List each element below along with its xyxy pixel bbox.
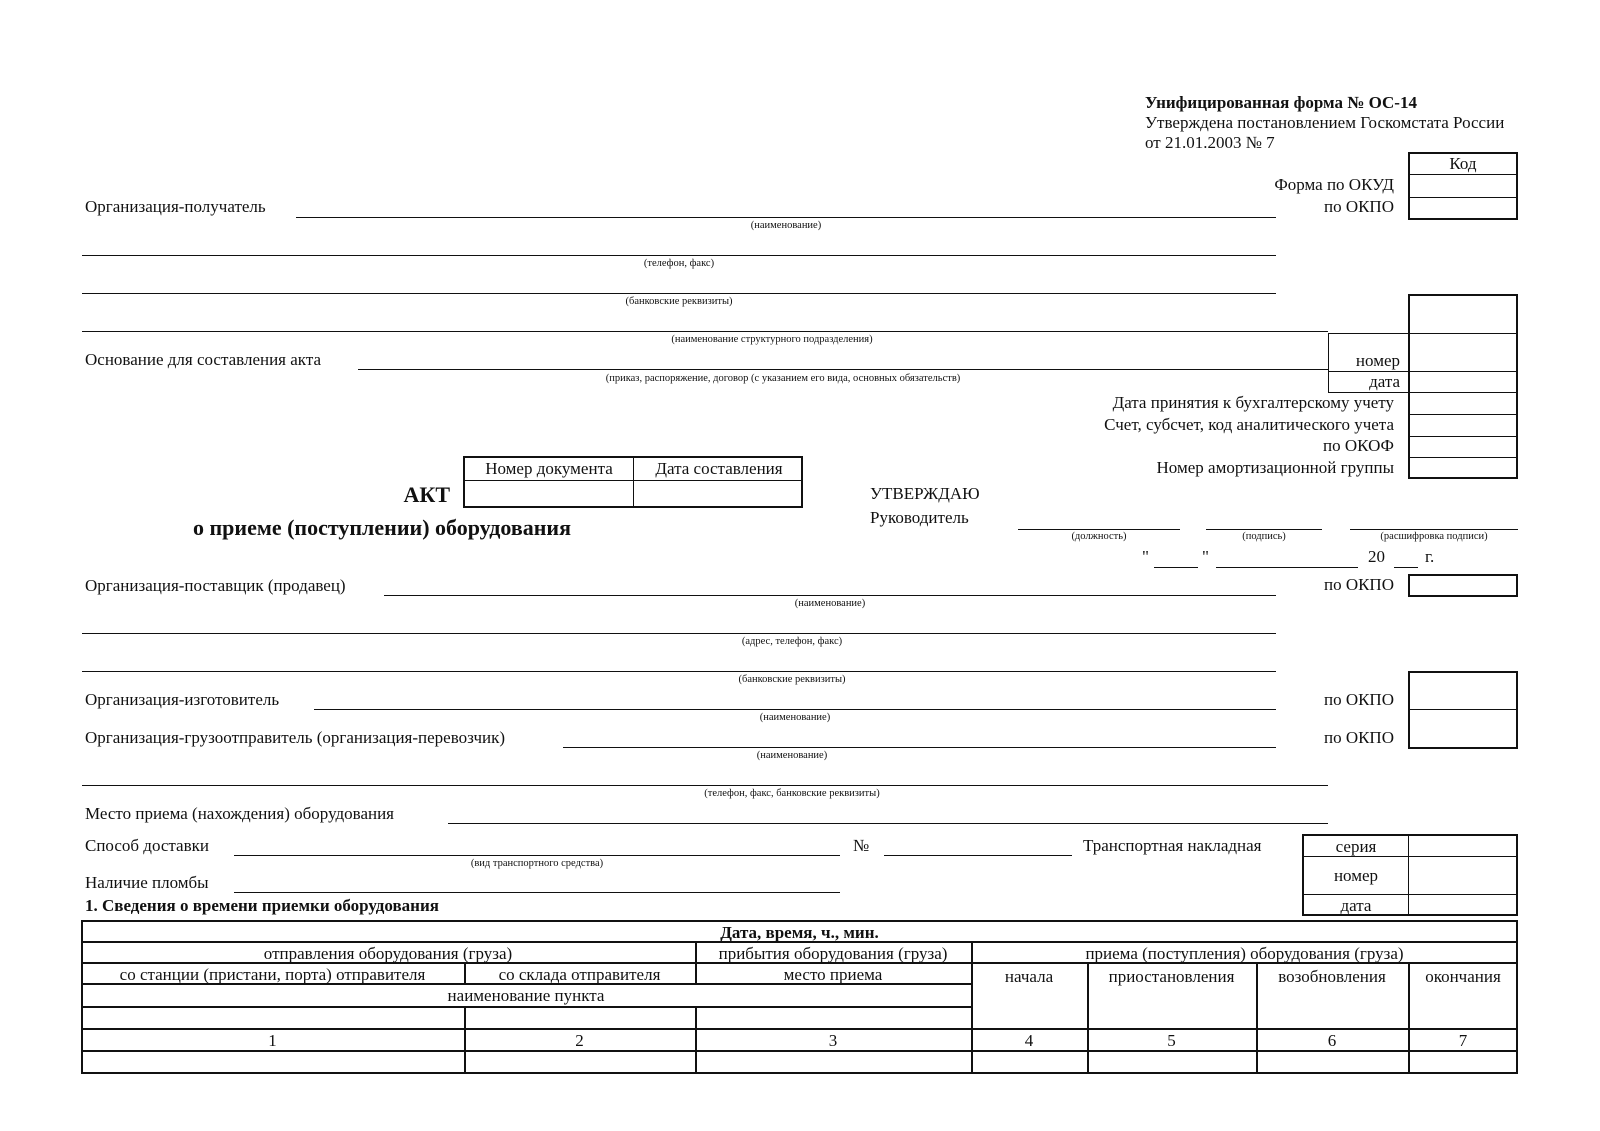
okof-label: по ОКОФ [1323,436,1394,455]
month-line[interactable] [1216,567,1358,568]
okpo-label-recipient: по ОКПО [1323,197,1394,216]
table-col-number: 5 [1167,1031,1176,1050]
approve-label: УТВЕРЖДАЮ [870,484,980,503]
table-resumption-header: возобновления [1278,967,1386,986]
code-row-line [1408,197,1518,198]
table-from-station-header: со станции (пристани, порта) отправителя [119,965,426,984]
signature-line[interactable] [1206,529,1322,530]
table-point-name-header: наименование пункта [447,986,605,1005]
basis-hint: (приказ, распоряжение, договор (с указанием его вида, основных обязательств) [605,373,961,384]
supplier-name-line[interactable] [384,595,1276,596]
delivery-label: Способ доставки [85,836,209,855]
table-place-of-receipt-header: место приема [783,965,883,984]
shipper-contacts-line[interactable] [82,785,1328,786]
table-from-warehouse-header: со склада отправителя [498,965,661,984]
okud-label: Форма по ОКУД [1274,175,1394,194]
act-title: АКТ [403,482,450,507]
doc-number-cell[interactable] [466,483,631,505]
table-suspension-header: приостановления [1108,967,1235,986]
quote-open: " [1142,547,1149,566]
section1-title: 1. Сведения о времени приемки оборудования [85,896,439,915]
table-line [81,1006,971,1008]
code-row-line [1328,371,1518,372]
table-col-number: 6 [1327,1031,1337,1050]
waybill-number-label: номер [1333,866,1379,885]
table-main-header: Дата, время, ч., мин. [720,923,879,942]
table-data-cell-1[interactable] [83,1052,463,1072]
recipient-unit-hint: (наименование структурного подразделения) [671,334,873,345]
year-suffix: г. [1425,547,1435,566]
table-data-cell-4[interactable] [973,1052,1086,1072]
okpo-label-supplier: по ОКПО [1323,575,1394,594]
doc-date-cell[interactable] [636,483,801,505]
quote-close: " [1202,547,1209,566]
head-label: Руководитель [870,508,969,527]
code-row-line [1408,174,1518,175]
table-col-number: 4 [1024,1031,1034,1050]
seal-line[interactable] [234,892,840,893]
supplier-address-line[interactable] [82,633,1276,634]
recipient-label: Организация-получатель [85,197,266,216]
date-accepted-label: Дата принятия к бухгалтерскому учету [1112,393,1394,412]
position-line[interactable] [1018,529,1180,530]
table-data-cell-5[interactable] [1089,1052,1255,1072]
table-data-cell-2[interactable] [466,1052,694,1072]
table-arrival-header: прибытия оборудования (груза) [718,944,948,963]
okpo-box-manufacturer-shipper[interactable] [1408,671,1518,749]
code-row-line [1408,333,1518,334]
approved-line-2: от 21.01.2003 № 7 [1145,133,1275,152]
code-header: Код [1449,154,1477,173]
okpo-box-divider [1408,709,1518,710]
okpo-label-manufacturer: по ОКПО [1323,690,1394,709]
okpo-box-supplier[interactable] [1408,574,1518,597]
year-line[interactable] [1394,567,1418,568]
waybill-table-divider [1408,834,1409,916]
table-end-header: окончания [1425,967,1501,986]
place-line[interactable] [448,823,1328,824]
recipient-phone-line[interactable] [82,255,1276,256]
signature-hint: (подпись) [1242,531,1286,542]
table-dispatch-header: отправления оборудования (груза) [263,944,513,963]
number-sign: № [853,836,870,855]
basis-box-top-line [1328,333,1408,334]
supplier-address-hint: (адрес, телефон, факс) [741,636,843,647]
code-row-line [1408,414,1518,415]
supplier-name-hint: (наименование) [794,598,866,609]
manufacturer-line[interactable] [314,709,1276,710]
okpo-label-shipper: по ОКПО [1323,728,1394,747]
code-row-line [1408,436,1518,437]
position-hint: (должность) [1071,531,1127,542]
shipper-hint: (наименование) [756,750,828,761]
approved-line-1: Утверждена постановлением Госкомстата России [1145,113,1505,132]
amort-group-label: Номер амортизационной группы [1156,458,1394,477]
delivery-number-line[interactable] [884,855,1072,856]
recipient-name-hint: (наименование) [750,220,822,231]
waybill-table-line [1302,856,1518,857]
table-data-cell-7[interactable] [1410,1052,1516,1072]
year-prefix: 20 [1368,547,1385,566]
waybill-label: Транспортная накладная [1083,836,1262,855]
table-start-header: начала [1004,967,1054,986]
recipient-bank-hint: (банковские реквизиты) [625,296,733,307]
recipient-phone-hint: (телефон, факс) [643,258,715,269]
place-label: Место приема (нахождения) оборудования [85,804,395,823]
table-col-number: 7 [1458,1031,1468,1050]
table-col-number: 3 [828,1031,838,1050]
account-label: Счет, субсчет, код аналитического учета [1104,415,1394,434]
supplier-bank-line[interactable] [82,671,1276,672]
recipient-bank-line[interactable] [82,293,1276,294]
delivery-hint: (вид транспортного средства) [470,858,604,869]
seal-label: Наличие пломбы [85,873,209,892]
table-receipt-header: приема (поступления) оборудования (груза) [1085,944,1404,963]
supplier-bank-hint: (банковские реквизиты) [738,674,846,685]
doc-date-header: Дата составления [655,459,783,478]
table-data-cell-3[interactable] [697,1052,970,1072]
doc-table-divider [633,456,634,508]
act-subtitle: о приеме (поступлении) оборудования [193,515,572,540]
delivery-line[interactable] [234,855,840,856]
form-title: Унифицированная форма № ОС-14 [1145,93,1417,112]
table-line [81,1028,1518,1030]
recipient-unit-line[interactable] [82,331,1328,332]
waybill-table-line [1302,894,1518,895]
day-line[interactable] [1154,567,1198,568]
shipper-label: Организация-грузоотправитель (организация-перевозчик) [85,728,506,747]
table-col-number: 2 [575,1031,584,1050]
code-box-middle [1408,294,1518,479]
manufacturer-hint: (наименование) [759,712,831,723]
doc-number-header: Номер документа [485,459,613,478]
manufacturer-label: Организация-изготовитель [85,690,280,709]
decode-hint: (расшифровка подписи) [1380,531,1488,542]
code-row-line [1408,457,1518,458]
waybill-series-label: серия [1335,837,1377,856]
basis-number-label: номер [1355,351,1400,370]
shipper-line[interactable] [563,747,1276,748]
table-data-cell-6[interactable] [1258,1052,1407,1072]
basis-label: Основание для составления акта [85,350,322,369]
waybill-date-label: дата [1340,896,1372,915]
supplier-label: Организация-поставщик (продавец) [85,576,346,595]
table-col-number: 1 [268,1031,277,1050]
shipper-contacts-hint: (телефон, факс, банковские реквизиты) [704,788,880,799]
decode-line[interactable] [1350,529,1518,530]
basis-date-label: дата [1369,372,1400,391]
basis-line[interactable] [358,369,1328,370]
recipient-name-line[interactable] [296,217,1276,218]
